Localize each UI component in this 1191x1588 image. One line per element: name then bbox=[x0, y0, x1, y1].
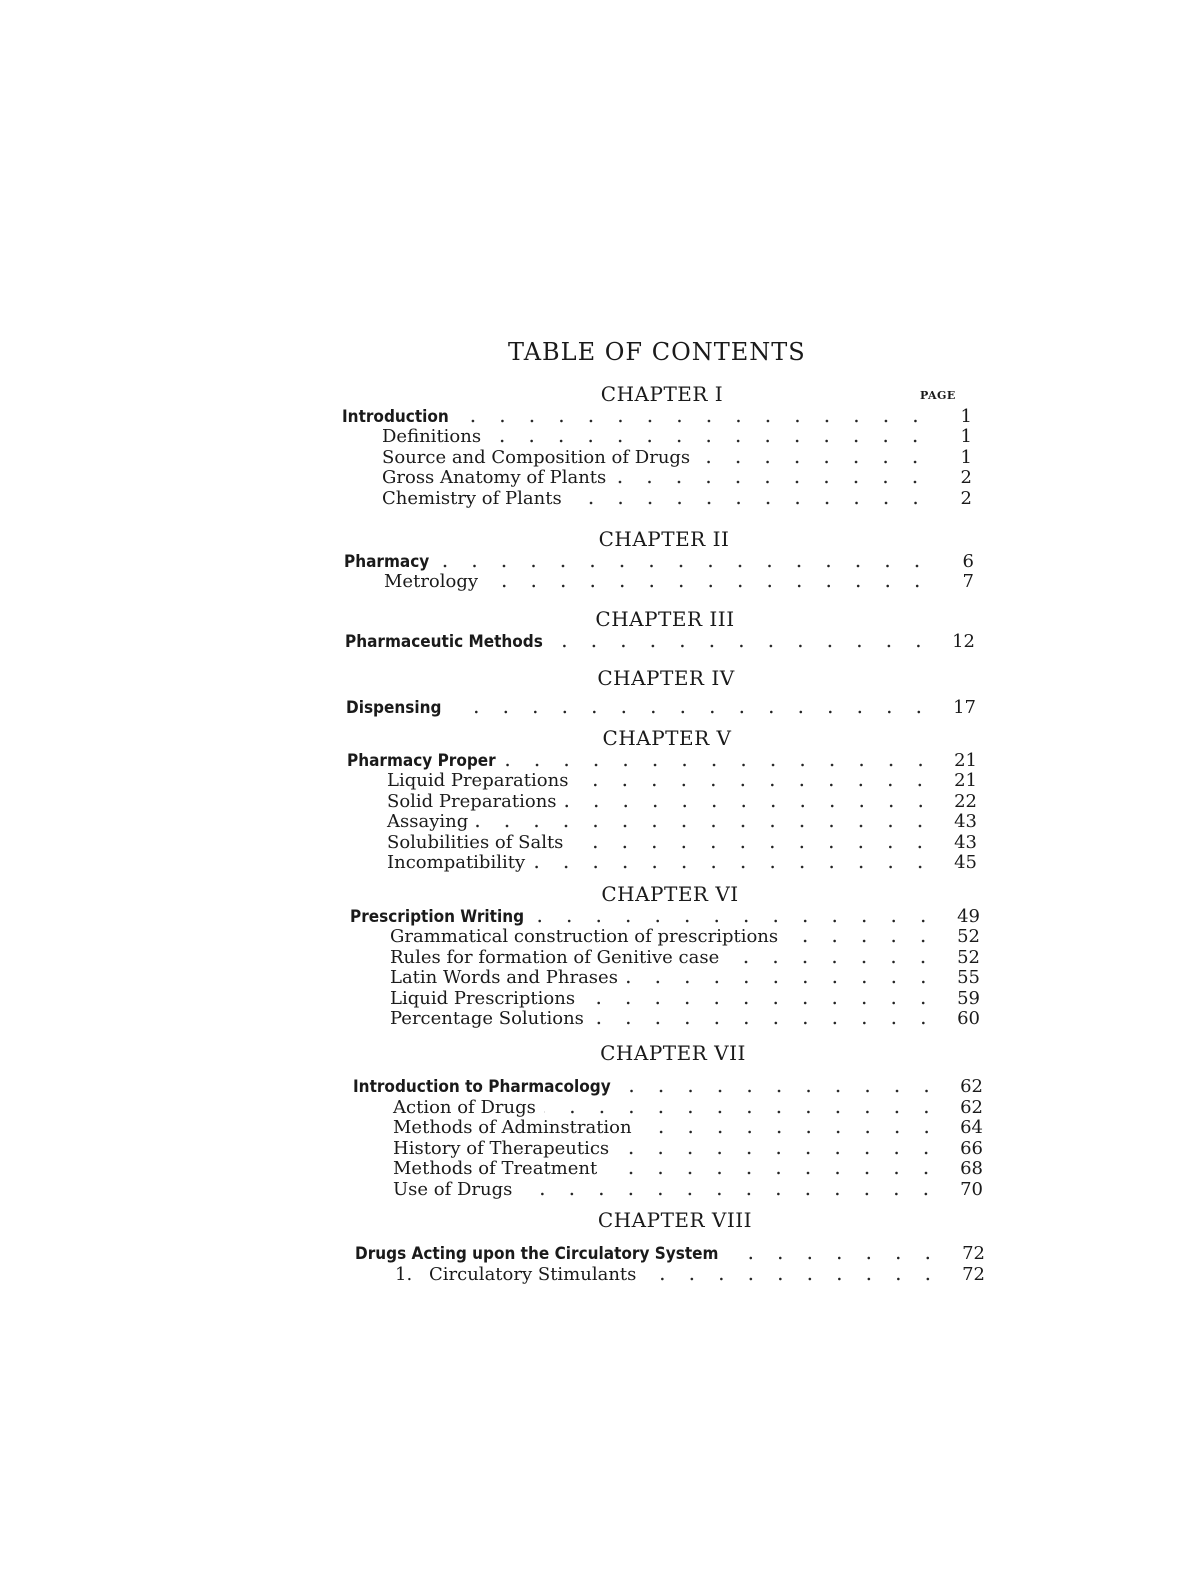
entry-label: Introduction bbox=[342, 406, 449, 427]
entry-page: 2 bbox=[960, 487, 972, 509]
dot-leader bbox=[532, 919, 938, 923]
toc-entry[interactable] bbox=[342, 468, 972, 489]
dot-leader bbox=[570, 501, 930, 505]
entry-page: 62 bbox=[960, 1096, 983, 1118]
chapter-1 bbox=[342, 382, 972, 509]
toc-entry[interactable] bbox=[353, 1138, 983, 1159]
dot-leader bbox=[592, 1021, 938, 1025]
chapter-8 bbox=[355, 1208, 985, 1285]
entry-page: 72 bbox=[962, 1263, 985, 1285]
chapter-heading: CHAPTER II bbox=[598, 527, 730, 551]
entry-label: Chemistry of Plants bbox=[382, 487, 562, 509]
dot-leader bbox=[727, 960, 938, 964]
entry-page: 55 bbox=[957, 967, 980, 988]
chapter-heading: CHAPTER VIII bbox=[597, 1208, 753, 1232]
toc-entry[interactable] bbox=[344, 572, 974, 593]
entry-page: 59 bbox=[957, 987, 980, 1009]
toc-entry[interactable] bbox=[353, 1159, 983, 1180]
dot-leader bbox=[457, 419, 930, 423]
dot-leader bbox=[619, 1089, 941, 1093]
chapter-heading: CHAPTER VII bbox=[600, 1041, 746, 1065]
chapter-heading: CHAPTER III bbox=[595, 607, 735, 631]
entry-page: 1 bbox=[960, 426, 972, 447]
entry-label-text: Circulatory Stimulants bbox=[429, 1263, 637, 1285]
dot-leader bbox=[533, 865, 935, 869]
entry-page: 21 bbox=[954, 770, 977, 791]
toc-entry[interactable] bbox=[353, 1118, 983, 1139]
entry-label: Liquid Preparations bbox=[387, 770, 569, 791]
dot-leader bbox=[476, 824, 935, 828]
entry-page: 60 bbox=[957, 1008, 980, 1029]
entry-label: Introduction to Pharmacology bbox=[353, 1077, 611, 1097]
dot-leader bbox=[786, 939, 938, 943]
toc-entry[interactable] bbox=[344, 551, 974, 572]
entry-page: 6 bbox=[962, 550, 974, 572]
entry-page: 52 bbox=[957, 926, 980, 947]
toc-entry[interactable] bbox=[350, 927, 980, 948]
chapter-4 bbox=[346, 666, 976, 718]
entry-label: Prescription Writing bbox=[350, 906, 525, 927]
entry-page: 21 bbox=[954, 749, 977, 771]
dot-leader bbox=[583, 1001, 938, 1005]
toc-entry[interactable] bbox=[355, 1232, 985, 1264]
entry-page: 43 bbox=[954, 811, 977, 832]
chapter-2 bbox=[344, 527, 974, 592]
toc-entry[interactable] bbox=[347, 771, 977, 792]
toc-entry[interactable] bbox=[347, 832, 977, 853]
dot-leader bbox=[551, 644, 933, 648]
dot-leader bbox=[437, 564, 932, 568]
toc-entry[interactable] bbox=[350, 1009, 980, 1030]
toc-entry[interactable] bbox=[345, 631, 975, 652]
entry-page: 22 bbox=[954, 790, 977, 812]
toc-entry[interactable] bbox=[353, 1065, 983, 1097]
dot-leader bbox=[489, 439, 930, 443]
entry-label: Metrology bbox=[384, 571, 479, 592]
dot-leader bbox=[626, 980, 938, 984]
entry-label: Drugs Acting upon the Circulatory System bbox=[355, 1244, 719, 1264]
entry-page: 17 bbox=[953, 697, 976, 718]
entry-label: Percentage Solutions bbox=[390, 1008, 584, 1029]
entry-page: 68 bbox=[960, 1158, 983, 1179]
dot-leader bbox=[617, 1151, 941, 1155]
entry-label: Solid Preparations bbox=[387, 790, 557, 812]
dot-leader bbox=[449, 710, 934, 714]
toc-entry[interactable] bbox=[342, 406, 972, 427]
entry-page: 12 bbox=[952, 630, 975, 652]
dot-leader bbox=[640, 1130, 941, 1134]
entry-label: Assaying bbox=[387, 811, 469, 832]
entry-page: 43 bbox=[954, 831, 977, 853]
entry-label: Pharmacy bbox=[344, 551, 430, 572]
chapter-heading: CHAPTER IV bbox=[597, 666, 735, 690]
dot-leader bbox=[571, 845, 935, 849]
dot-leader bbox=[726, 1256, 943, 1260]
entry-page: 70 bbox=[960, 1178, 983, 1200]
entry-page: 2 bbox=[960, 467, 972, 488]
dot-leader bbox=[605, 1171, 941, 1175]
entry-label: Liquid Prescriptions bbox=[390, 987, 576, 1009]
dot-leader bbox=[520, 1192, 941, 1196]
toc-entry[interactable] bbox=[350, 947, 980, 968]
dot-leader bbox=[644, 1277, 943, 1281]
entry-label bbox=[395, 1265, 636, 1285]
toc-entry[interactable] bbox=[342, 488, 972, 509]
chapter-heading: CHAPTER V bbox=[602, 726, 732, 750]
entry-page: 66 bbox=[960, 1137, 983, 1159]
toc-entry[interactable] bbox=[353, 1179, 983, 1200]
entry-number: 1. bbox=[395, 1263, 413, 1285]
dot-leader bbox=[486, 584, 932, 588]
entry-page: 52 bbox=[957, 946, 980, 968]
entry-label: Dispensing bbox=[346, 698, 442, 718]
entry-page: 49 bbox=[957, 905, 980, 927]
entry-label: Rules for formation of Genitive case bbox=[390, 946, 720, 968]
chapter-3 bbox=[345, 607, 975, 652]
toc-entry[interactable] bbox=[347, 853, 977, 874]
page-title: TABLE OF CONTENTS bbox=[508, 338, 806, 366]
dot-leader bbox=[504, 763, 935, 767]
toc-entry[interactable] bbox=[347, 750, 977, 771]
toc-entry[interactable] bbox=[350, 968, 980, 989]
page-column-label: PAGE bbox=[920, 389, 956, 402]
entry-page: 7 bbox=[962, 571, 974, 592]
entry-label: Methods of Treatment bbox=[393, 1158, 598, 1179]
dot-leader bbox=[614, 480, 930, 484]
toc-entry[interactable] bbox=[355, 1264, 985, 1285]
entry-label: Grammatical construction of prescriptions bbox=[390, 926, 779, 947]
entry-label: Source and Composition of Drugs bbox=[382, 446, 691, 468]
chapter-heading: CHAPTER VI bbox=[601, 882, 739, 906]
entry-page: 1 bbox=[960, 446, 972, 468]
entry-label: Action of Drugs bbox=[393, 1096, 536, 1118]
chapter-6 bbox=[350, 882, 980, 1029]
toc-entry[interactable] bbox=[346, 690, 976, 718]
toc-entry[interactable] bbox=[350, 988, 980, 1009]
dot-leader bbox=[544, 1110, 941, 1114]
entry-page: 72 bbox=[962, 1243, 985, 1264]
entry-label: Gross Anatomy of Plants bbox=[382, 467, 607, 488]
dot-leader bbox=[565, 804, 935, 808]
entry-label: Latin Words and Phrases bbox=[390, 967, 618, 988]
entry-page: 45 bbox=[954, 852, 977, 873]
chapter-heading: CHAPTER I bbox=[600, 382, 724, 406]
toc-entry[interactable] bbox=[347, 791, 977, 812]
toc-entry[interactable] bbox=[342, 427, 972, 448]
chapter-7 bbox=[353, 1041, 983, 1200]
entry-page: 62 bbox=[960, 1076, 983, 1097]
entry-label: Solubilities of Salts bbox=[387, 831, 564, 853]
entry-label: Use of Drugs bbox=[393, 1178, 513, 1200]
entry-label: History of Therapeutics bbox=[393, 1137, 610, 1159]
entry-label: Pharmaceutic Methods bbox=[345, 631, 543, 652]
entry-label: Pharmacy Proper bbox=[347, 750, 496, 771]
chapter-5 bbox=[347, 726, 977, 873]
entry-label: Incompatibility bbox=[387, 852, 526, 873]
toc-entry[interactable] bbox=[353, 1097, 983, 1118]
entry-label: Methods of Adminstration bbox=[393, 1117, 632, 1138]
entry-label: Definitions bbox=[382, 426, 482, 447]
toc-entry[interactable] bbox=[350, 906, 980, 927]
dot-leader bbox=[576, 783, 935, 787]
entry-page: 1 bbox=[960, 405, 972, 427]
entry-page: 64 bbox=[960, 1117, 983, 1138]
dot-leader bbox=[698, 460, 930, 464]
toc-entry[interactable] bbox=[347, 812, 977, 833]
toc-entry[interactable] bbox=[342, 447, 972, 468]
